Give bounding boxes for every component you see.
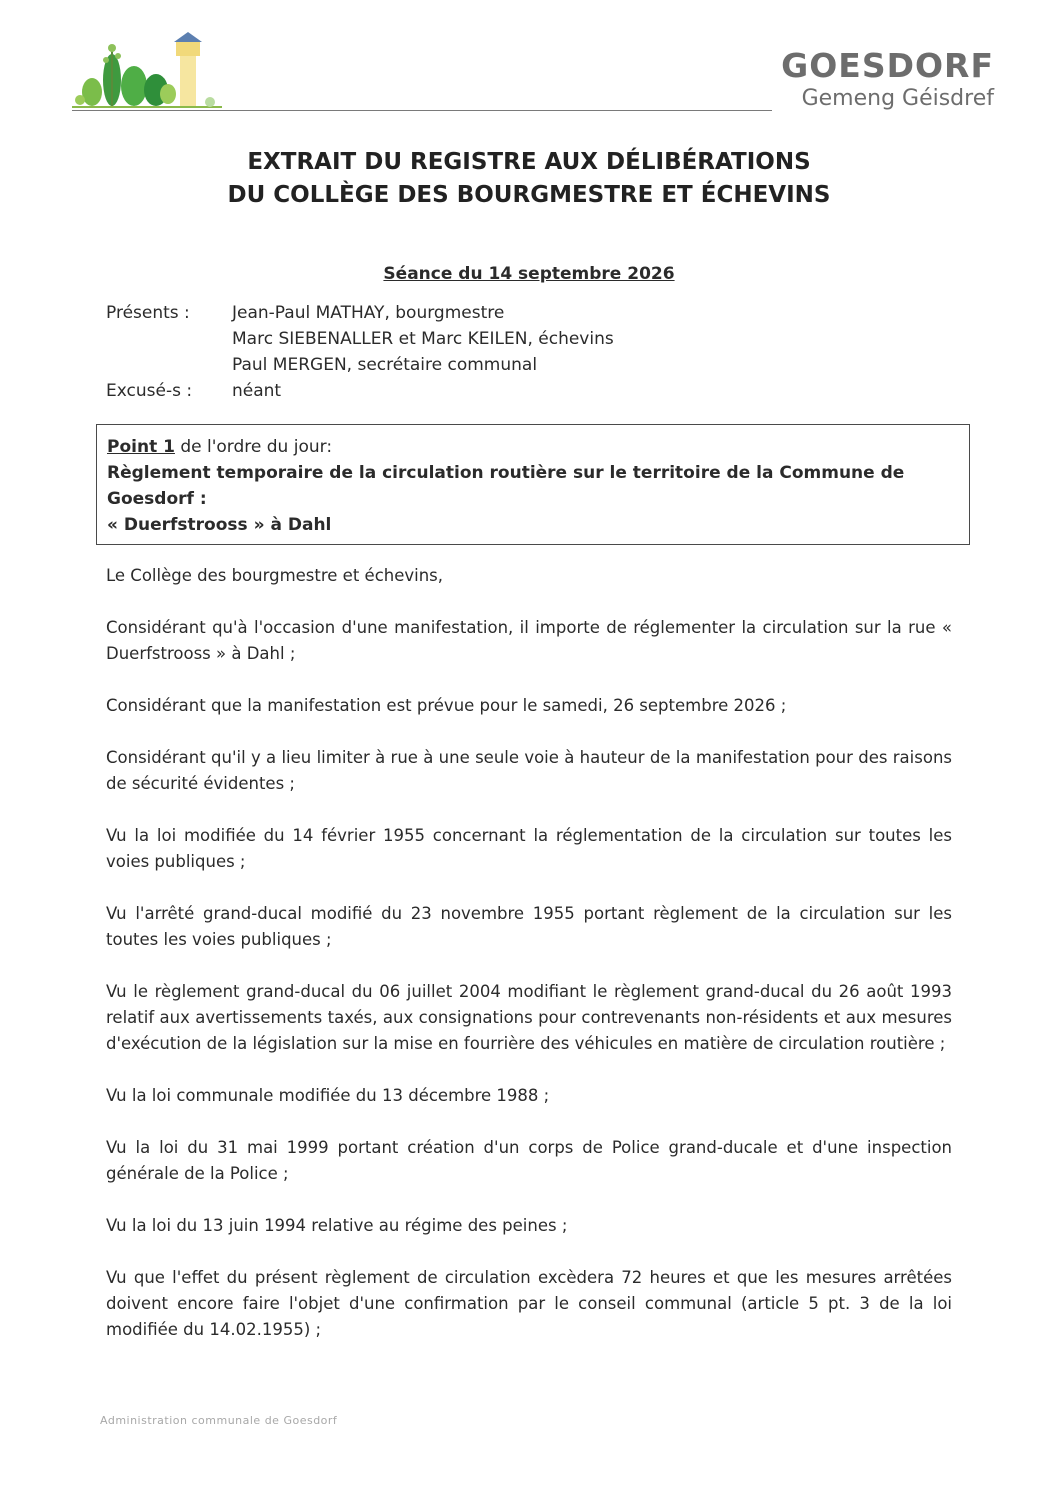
agenda-point-label: Point 1 [107, 437, 175, 457]
body-paragraph: Vu la loi du 31 mai 1999 portant création d'un corps de Police grand-ducale et d'une inspection générale de la Police ; [106, 1138, 952, 1183]
page-footer: Administration communale de Goesdorf [100, 1414, 338, 1427]
agenda-subject: Règlement temporaire de la circulation routière sur le territoire de la Commune de Goesdorf : [107, 463, 905, 509]
header-rule [72, 110, 772, 111]
title-line-2: DU COLLÈGE DES BOURGMESTRE ET ÉCHEVINS [227, 182, 831, 208]
body-paragraph: Vu la loi modifiée du 14 février 1955 concernant la réglementation de la circulation sur toutes les voies publiques ; [106, 826, 952, 871]
agenda-point-line [107, 434, 959, 460]
brand-subtitle: Gemeng Géisdref [801, 86, 994, 111]
excused-row [106, 378, 614, 404]
body-paragraph: Vu l'arrêté grand-ducal modifié du 23 novembre 1955 portant règlement de la circulation sur les toutes les voies publiques ; [106, 904, 952, 949]
excused-value: néant [232, 381, 282, 401]
present-row [106, 300, 614, 378]
present-member: Marc SIEBENALLER et Marc KEILEN, échevins [232, 329, 614, 349]
body-paragraph: Vu la loi du 13 juin 1994 relative au régime des peines ; [106, 1216, 568, 1235]
agenda-point-box [96, 424, 970, 545]
body-paragraph: Le Collège des bourgmestre et échevins, [106, 566, 444, 585]
body-paragraph: Vu que l'effet du présent règlement de circulation excèdera 72 heures et que les mesures arrêtées doivent encore faire l'objet d'une confirmation par le conseil communal (article 5 pt. 3 de la loi modifiée du 14.02.1955) ; [106, 1268, 952, 1339]
excused-label: Excusé-s : [106, 381, 193, 401]
agenda-point-suffix: de l'ordre du jour: [174, 437, 333, 457]
title-line-1: EXTRAIT DU REGISTRE AUX DÉLIBÉRATIONS [247, 149, 811, 175]
attendance-block [106, 300, 614, 404]
present-member: Jean-Paul MATHAY, bourgmestre [232, 303, 505, 323]
body-paragraph: Considérant qu'à l'occasion d'une manifestation, il importe de réglementer la circulation sur la rue « Duerfstrooss » à Dahl ; [106, 618, 952, 663]
session-date: Séance du 14 septembre 2026 [383, 264, 675, 284]
present-label: Présents : [106, 303, 190, 323]
deliberation-body [106, 563, 952, 1369]
brand-name: GOESDORF [781, 46, 994, 85]
session-heading [0, 264, 1058, 284]
body-paragraph: Considérant que la manifestation est prévue pour le samedi, 26 septembre 2026 ; [106, 696, 787, 715]
agenda-location: « Duerfstrooss » à Dahl [107, 515, 332, 535]
goesdorf-logo-icon [72, 30, 232, 116]
body-paragraph: Vu le règlement grand-ducal du 06 juillet 2004 modifiant le règlement grand-ducal du 26 août 1993 relatif aux avertissements taxés, aux consignations pour contrevenants non-résidents et aux mesures d'exécution de la législation sur la mise en fourrière des véhicules en matière de circulation routière ; [106, 982, 952, 1053]
body-paragraph: Considérant qu'il y a lieu limiter à rue à une seule voie à hauteur de la manifestation pour des raisons de sécurité évidentes ; [106, 748, 952, 793]
body-paragraph: Vu la loi communale modifiée du 13 décembre 1988 ; [106, 1086, 550, 1105]
present-member: Paul MERGEN, secrétaire communal [232, 355, 538, 375]
present-list [232, 300, 614, 378]
document-title [0, 146, 1058, 212]
